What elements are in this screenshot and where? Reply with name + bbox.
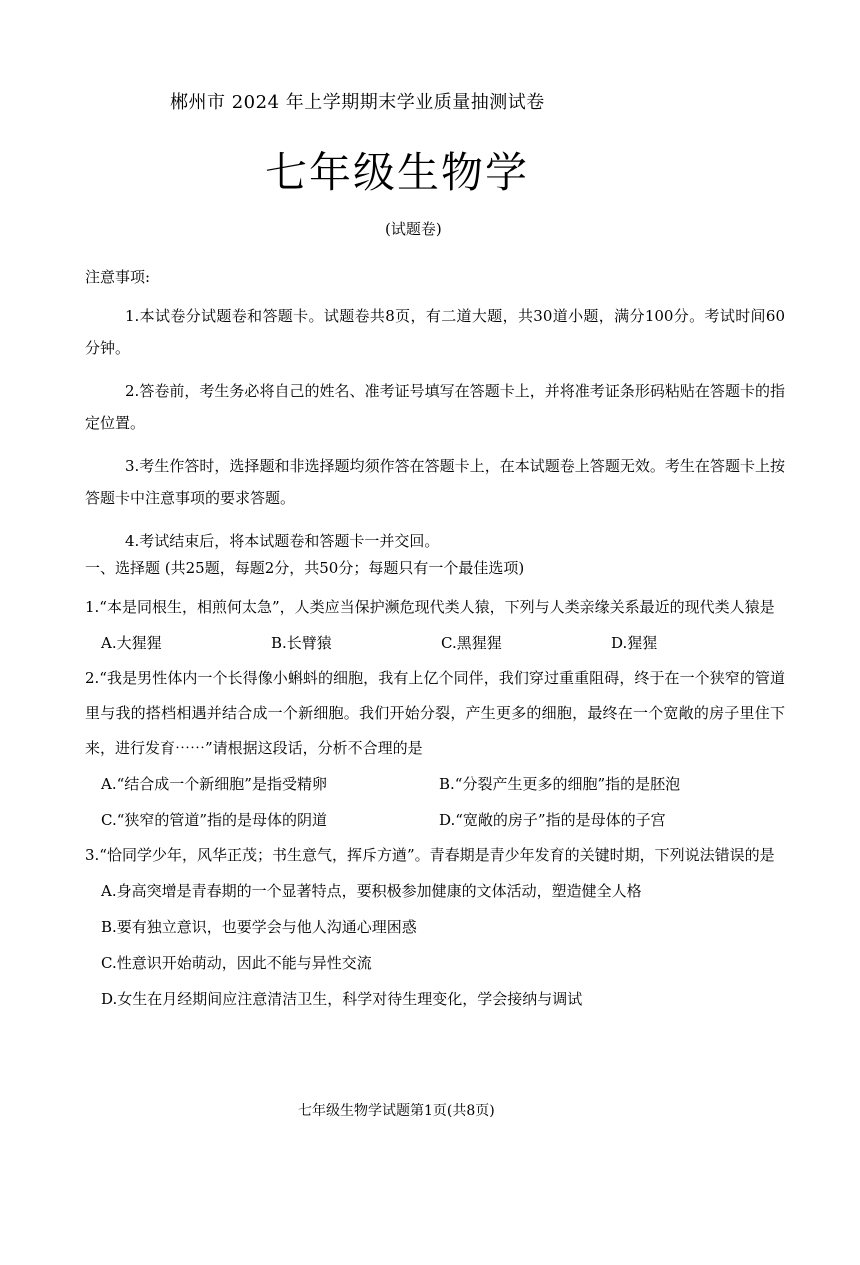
- option-list: [85, 873, 785, 1017]
- question-1: [85, 590, 785, 661]
- question-stem: 2.“我是男性体内一个长得像小蝌蚪的细胞，我有上亿个同伴，我们穿过重重阻碍，终于在一个狭窄的管道里与我的搭档相遇并结合成一个新细胞。我们开始分裂，产生更多的细胞，最终在一个宽敞的房子里住下来，进行发育⋯⋯”请根据这段话，分析不合理的是: [85, 669, 785, 757]
- page-footer: 七年级生物学试题第1页(共8页): [298, 1103, 495, 1119]
- notice-block: [85, 266, 785, 568]
- option-a: A.“结合成一个新细胞”是指受精卵: [101, 775, 327, 793]
- section-choice-questions: [85, 556, 785, 1017]
- option-a: A.大猩猩: [101, 634, 162, 652]
- option-a: A.身高突增是青春期的一个显著特点，要积极参加健康的文体活动，塑造健全人格: [101, 882, 642, 900]
- question-stem: 1.“本是同根生，相煎何太急”，人类应当保护濒危现代类人猿，下列与人类亲缘关系最近的现代类人猿是: [85, 598, 775, 616]
- question-2: [85, 661, 785, 838]
- option-d: D.猩猩: [611, 634, 658, 652]
- option-row-2: [85, 802, 785, 838]
- notice-item-3: 3.考生作答时，选择题和非选择题均须作答在答题卡上，在本试题卷上答题无效。考生在答题卡上按答题卡中注意事项的要求答题。: [85, 457, 785, 507]
- subject-title: 七年级生物学: [265, 148, 530, 197]
- option-b: B.长臂猿: [271, 634, 332, 652]
- paper-type-label: (试题卷): [385, 220, 442, 238]
- section-heading: 一、选择题 (共25题，每题2分，共50分；每题只有一个最佳选项): [85, 559, 525, 577]
- option-b: B.“分裂产生更多的细胞”指的是胚泡: [439, 775, 681, 793]
- notice-item-4: 4.考试结束后，将本试题卷和答题卡一并交回。: [125, 532, 440, 550]
- option-c: C.黑猩猩: [441, 634, 502, 652]
- notice-item-2: 2.答卷前，考生务必将自己的姓名、准考证号填写在答题卡上，并将准考证条形码粘贴在答题卡的指定位置。: [85, 382, 785, 432]
- option-d: D.“宽敞的房子”指的是母体的子宫: [439, 811, 666, 829]
- option-c: C.性意识开始萌动，因此不能与异性交流: [101, 954, 372, 972]
- option-b: B.要有独立意识，也要学会与他人沟通心理困惑: [101, 918, 417, 936]
- question-stem: 3.“恰同学少年，风华正茂；书生意气，挥斥方遒”。青春期是青少年发育的关键时期，下列说法错误的是: [85, 846, 775, 864]
- exam-title: 郴州市 2024 年上学期期末学业质量抽测试卷: [170, 92, 545, 113]
- option-d: D.女生在月经期间应注意清洁卫生，科学对待生理变化，学会接纳与调试: [101, 990, 583, 1008]
- option-list: [85, 625, 785, 661]
- question-3: [85, 838, 785, 1017]
- option-row-1: [85, 766, 785, 802]
- option-c: C.“狭窄的管道”指的是母体的阴道: [101, 811, 328, 829]
- notice-item-1: 1.本试卷分试题卷和答题卡。试题卷共8页，有二道大题，共30道小题，满分100分。考试时间60分钟。: [85, 307, 785, 357]
- notice-heading: 注意事项:: [85, 268, 151, 286]
